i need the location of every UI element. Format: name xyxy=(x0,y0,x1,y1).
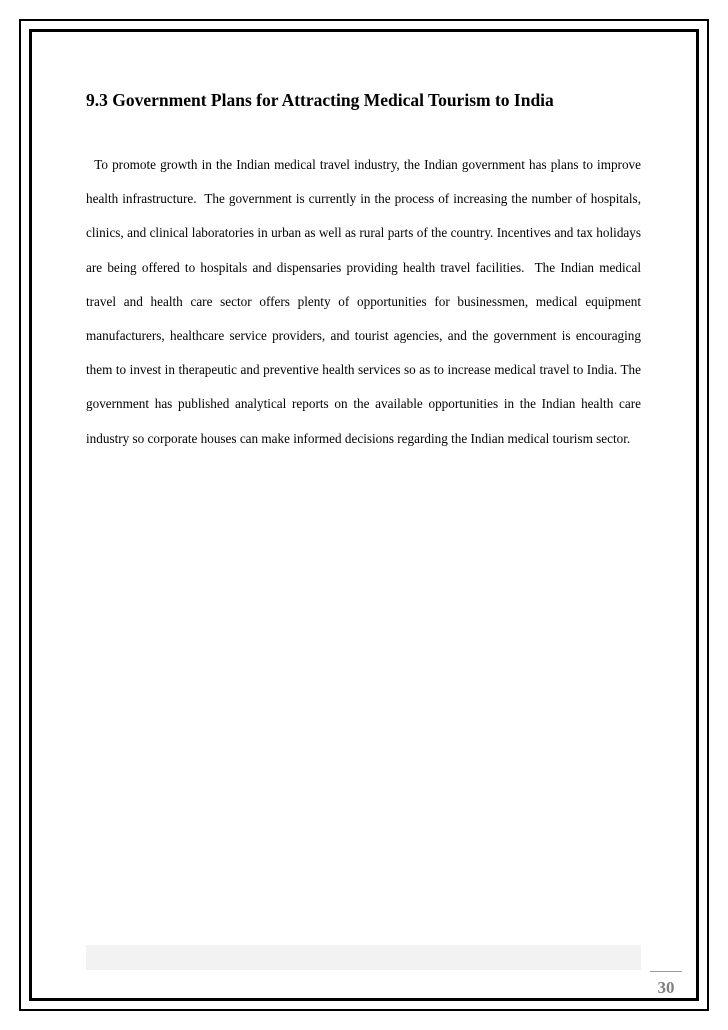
section-heading: 9.3 Government Plans for Attracting Medical Tourism to India xyxy=(86,90,554,110)
footer-bar xyxy=(86,945,641,970)
page-number: 30 xyxy=(646,975,686,1001)
section-paragraph: To promote growth in the Indian medical travel industry, the Indian government has plans to improve health infrastructure. The government is currently in the process of increasing the number of hospitals, clinics, and clinical laboratories in urban as well as rural parts of the country. Incentives and tax holidays are being offered to hospitals and dispensaries providing health travel facilities. The Indian medical travel and health care sector offers plenty of opportunities for businessmen, medical equipment manufacturers, healthcare service providers, and tourist agencies, and the government is encouraging them to invest in therapeutic and preventive health services so as to increase medical travel to India. The government has published analytical reports on the available opportunities in the Indian health care industry so corporate houses can make informed decisions regarding the Indian medical tourism sector. xyxy=(86,157,641,446)
